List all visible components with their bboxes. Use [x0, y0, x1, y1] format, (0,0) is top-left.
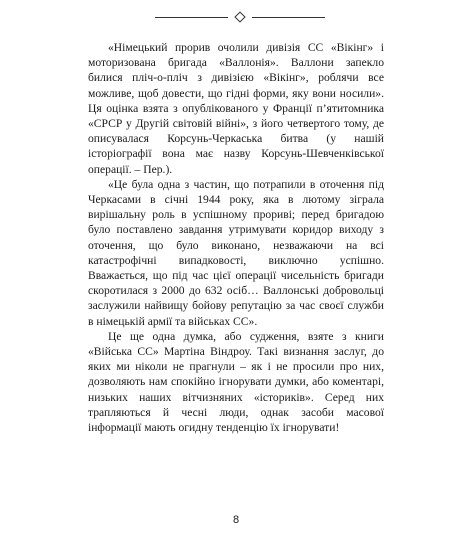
header-ornament — [155, 12, 325, 22]
paragraph: «Це була одна з частин, що потрапили в оточення під Черкасами в січні 1944 року, яка в лютому зіграла вирішальну роль в успішному прориві; перед бригадою було поставлено завдання утримувати коридор виходу з оточення, що було виконано, незважаючи на всі катастрофічні випадковості, виключно успішно. Вважається, що під час цієї операції чисельність бригади скоротилася з 2000 до 632 осіб… Валлонські добровольці заслужили найвищу бойову репутацію за час своєї служби в німецькій армії та військах СС». — [88, 177, 384, 328]
ornament-rule-left — [155, 17, 228, 18]
ornament-rule-right — [252, 17, 325, 18]
page-body-text — [88, 40, 384, 435]
page-number: 8 — [232, 514, 240, 526]
paragraph: Це ще одна думка, або судження, взяте з книги «Війська СС» Мартіна Віндроу. Такі визнання заслуг, до яких ми ніколи не прагнули – як і не просили про них, дозволяють нам спокійно ігнорувати думки, або коментарі, низьких наших вітчизняних «істориків». Серед них трапляються й чесні люди, однак засоби масової інформації мають огидну тенденцію їх ігнорувати! — [88, 329, 384, 435]
diamond-ornament-icon — [234, 11, 245, 22]
paragraph: «Німецький прорив очолили дивізія СС «Вікінг» і моторизована бригада «Валлонія». Валлони запекло билися пліч-о-пліч з дивізією «Вікінг», роблячи все можливе, щоб довести, що гідні форми, яку вони носили». Ця оцінка взята з опублікованого у Франції п’ятитомника «СРСР у Другій світовій війні», з його четвертого тому, де описувалася Корсунь-Черкаська битва (у нашій історіографії вона має назву Корсунь-Шевченківської операції. – Пер.). — [88, 41, 384, 176]
